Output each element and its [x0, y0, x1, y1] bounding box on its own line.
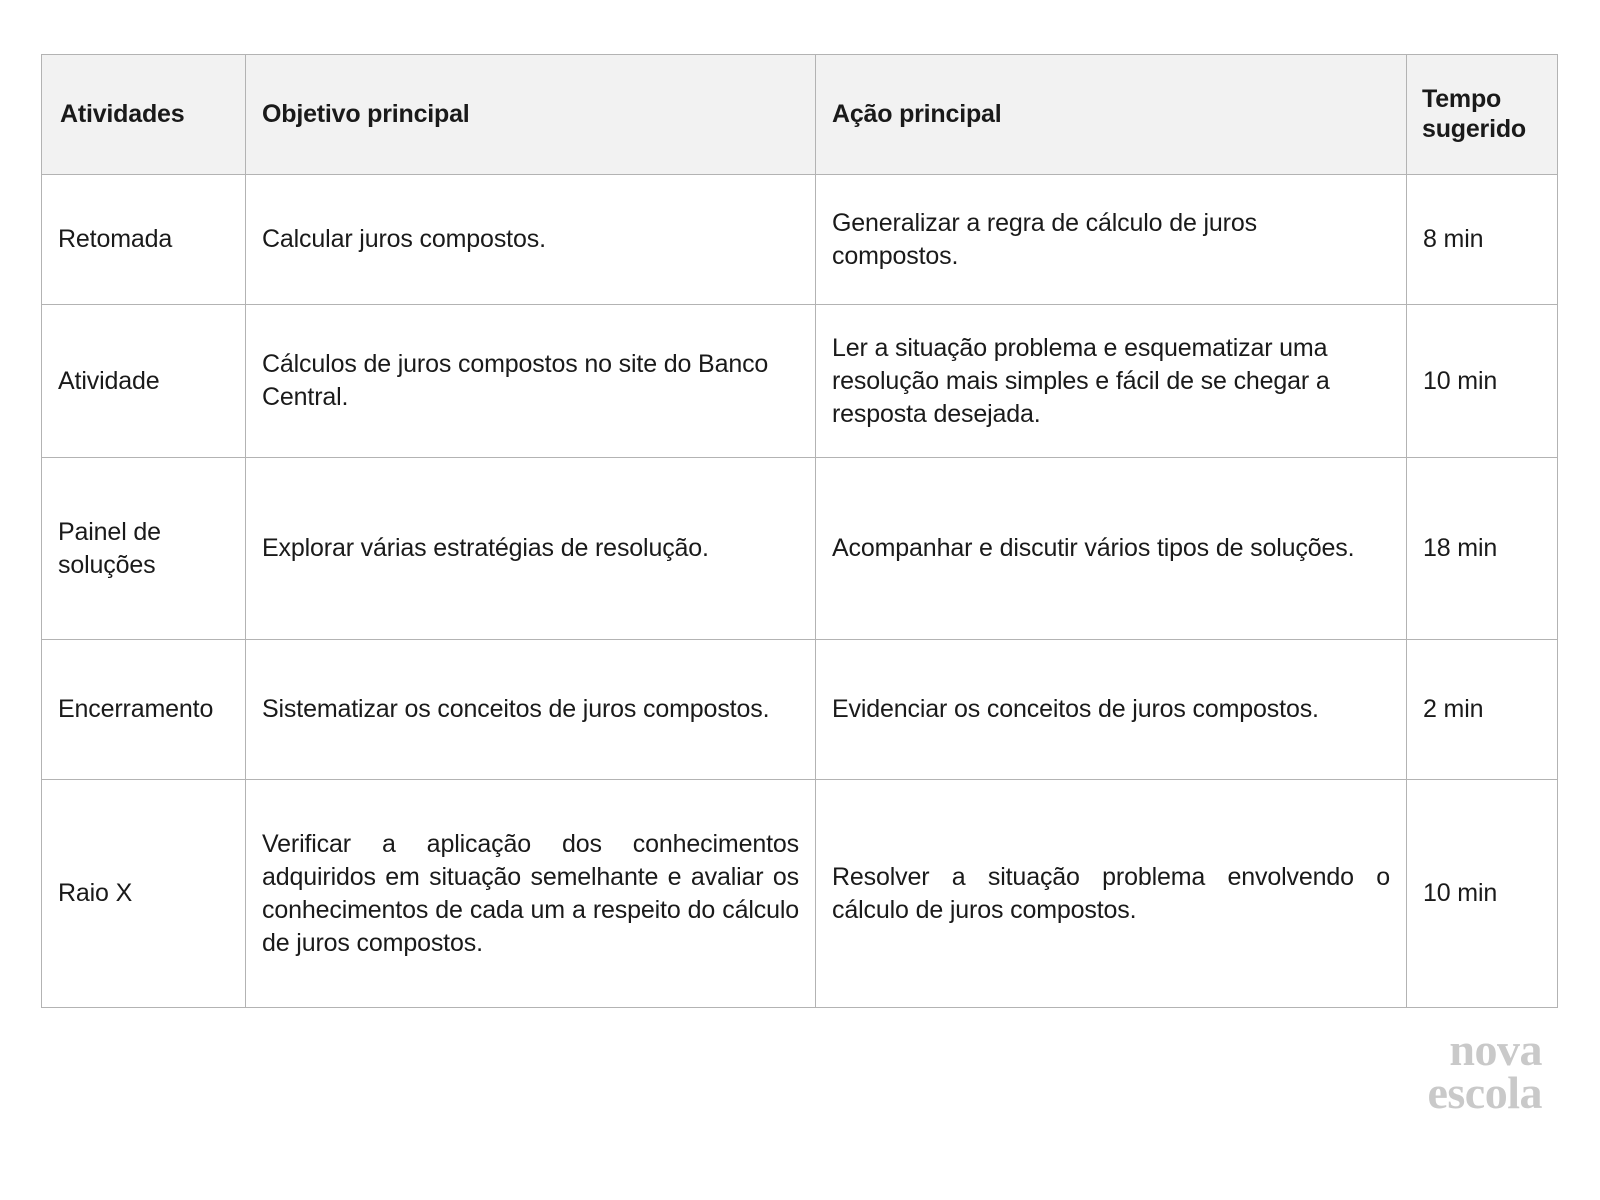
cell-objetivo: Verificar a aplicação dos conhecimentos adquiridos em situação semelhante e avaliar os conhecimentos de cada um a respeito do cálculo de juros compostos.	[246, 780, 816, 1008]
header-row	[42, 55, 1558, 175]
cell-objetivo: Explorar várias estratégias de resolução.	[246, 458, 816, 640]
logo-line-nova: nova	[1449, 1024, 1542, 1075]
table-row	[42, 458, 1558, 640]
cell-tempo: 10 min	[1407, 305, 1558, 458]
nova-escola-logo	[1352, 1024, 1542, 1119]
column-header-tempo-sugerido	[1407, 55, 1558, 175]
cell-atividade: Painel de soluções	[42, 458, 246, 640]
tempo-header-line-1: Tempo	[1422, 85, 1502, 113]
column-header-objetivo-principal: Objetivo principal	[246, 55, 816, 175]
cell-acao: Resolver a situação problema envolvendo o cálculo de juros compostos.	[816, 780, 1407, 1008]
cell-acao: Ler a situação problema e esquematizar uma resolução mais simples e fácil de se chegar a resposta desejada.	[816, 305, 1407, 458]
cell-atividade: Raio X	[42, 780, 246, 1008]
cell-tempo: 2 min	[1407, 640, 1558, 780]
table-header	[42, 55, 1558, 175]
cell-atividade: Atividade	[42, 305, 246, 458]
tempo-header-line-2: sugerido	[1422, 114, 1526, 143]
cell-tempo: 8 min	[1407, 175, 1558, 305]
cell-objetivo: Sistematizar os conceitos de juros compostos.	[246, 640, 816, 780]
table-row	[42, 780, 1558, 1008]
cell-atividade: Encerramento	[42, 640, 246, 780]
column-header-acao-principal: Ação principal	[816, 55, 1407, 175]
table-body	[42, 175, 1558, 1008]
cell-atividade: Retomada	[42, 175, 246, 305]
cell-acao: Generalizar a regra de cálculo de juros compostos.	[816, 175, 1407, 305]
activity-plan-table	[41, 54, 1558, 1008]
column-header-atividades: Atividades	[42, 55, 246, 175]
table-row	[42, 175, 1558, 305]
cell-tempo: 18 min	[1407, 458, 1558, 640]
cell-acao: Acompanhar e discutir vários tipos de soluções.	[816, 458, 1407, 640]
cell-tempo: 10 min	[1407, 780, 1558, 1008]
logo-line-escola: escola	[1427, 1067, 1542, 1119]
cell-objetivo: Cálculos de juros compostos no site do Banco Central.	[246, 305, 816, 458]
cell-acao: Evidenciar os conceitos de juros compostos.	[816, 640, 1407, 780]
cell-objetivo: Calcular juros compostos.	[246, 175, 816, 305]
table-row	[42, 305, 1558, 458]
table-row	[42, 640, 1558, 780]
